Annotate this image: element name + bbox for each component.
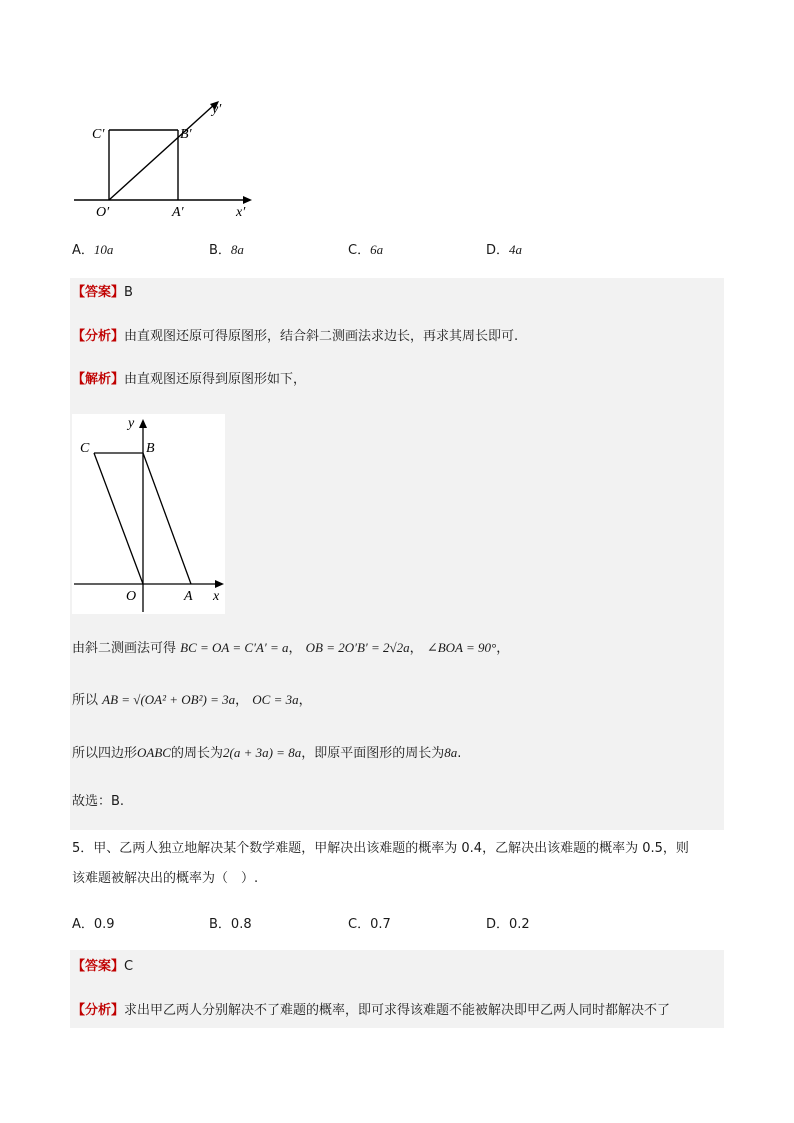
option-b-value: 8a — [230, 242, 244, 257]
q5-option-d: D．0.2 — [486, 917, 530, 932]
option-b-letter: B． — [209, 243, 231, 258]
q5-option-c: C．0.7 — [348, 917, 391, 932]
line3-tail: ，即原平面图形的周长为 — [301, 746, 445, 761]
line2-eq2: OC = 3a — [252, 692, 299, 707]
option-c-letter: C． — [348, 243, 371, 258]
option-d-value: 4a — [509, 242, 523, 257]
q5-analysis — [72, 1001, 670, 1021]
line1-eq3: ∠BOA = 90° — [426, 640, 497, 655]
solution-line-2: 所以 AB = √(OA² + OB²) = 3a， OC = 3a， — [72, 692, 312, 708]
line3-val: 8a — [444, 745, 458, 760]
q5-answer-tag: 【答案】 — [72, 959, 125, 974]
label-x: x — [213, 589, 220, 604]
q5-line-2: 该难题被解决出的概率为（ ）. — [72, 871, 259, 886]
option-b — [209, 239, 244, 258]
label-y-prime: y′ — [212, 102, 222, 117]
solution-line-3: 所以四边形OABC的周长为2(a + 3a) = 8a，即原平面图形的周长为8a. — [72, 745, 462, 761]
q5-answer-text: C — [124, 959, 134, 974]
line3-prefix: 所以四边形 — [72, 746, 138, 761]
line1-prefix: 由斜二测画法可得 — [72, 641, 177, 656]
option-a-letter: A． — [72, 243, 94, 258]
answer-text: B — [124, 285, 133, 300]
solution-choose: 故选：B. — [72, 794, 125, 809]
original-figure — [72, 414, 225, 614]
option-c-value: 6a — [370, 242, 384, 257]
q5-analysis-text: 求出甲乙两人分别解决不了难题的概率，即可求得该难题不能被解决即甲乙两人同时都解决不了 — [124, 1003, 671, 1018]
option-a-value: 10a — [93, 242, 114, 257]
label-x-prime: x′ — [236, 205, 246, 220]
q5-option-b: B．0.8 — [209, 917, 252, 932]
line3-eq: 2(a + 3a) = 8a — [222, 745, 302, 760]
label-c-prime: C′ — [92, 127, 105, 142]
label-y: y — [128, 416, 135, 431]
option-c — [348, 239, 383, 258]
q5-answer — [72, 957, 133, 977]
q5-option-a: A．0.9 — [72, 917, 115, 932]
q5-line-1: 5．甲、乙两人独立地解决某个数学难题，甲解决出该难题的概率为 0.4，乙解决出该难题的概率为 0.5，则 — [72, 841, 689, 856]
line3-mid: 的周长为 — [170, 746, 223, 761]
solution-tag: 【解析】 — [72, 372, 125, 387]
label-o-prime: O′ — [96, 205, 110, 220]
label-b-prime: B′ — [180, 127, 192, 142]
analysis-tag: 【分析】 — [72, 329, 125, 344]
solution-intro-text: 由直观图还原得到原图形如下， — [124, 372, 307, 387]
label-c: C — [80, 441, 90, 456]
q4-solution-intro — [72, 370, 306, 390]
line1-eq2: OB = 2O′B′ = 2√2a — [305, 640, 410, 655]
label-origin: O — [126, 589, 137, 604]
line1-eq1: BC = OA = C′A′ = a — [180, 640, 289, 655]
option-d-letter: D． — [486, 243, 510, 258]
line3-shape: OABC — [137, 745, 171, 760]
q5-analysis-tag: 【分析】 — [72, 1003, 125, 1018]
line2-prefix: 所以 — [72, 693, 99, 708]
q4-answer — [72, 283, 133, 303]
label-a-prime: A′ — [172, 205, 184, 220]
line2-eq1: AB = √(OA² + OB²) = 3a — [102, 692, 236, 707]
label-b: B — [146, 441, 155, 456]
option-d — [486, 239, 522, 258]
option-a — [72, 239, 113, 258]
answer-tag: 【答案】 — [72, 285, 125, 300]
label-a: A — [184, 589, 193, 604]
solution-line-1: 由斜二测画法可得 BC = OA = C′A′ = a， OB = 2O′B′ = 2√2a， ∠BOA = 90°， — [72, 640, 510, 656]
analysis-text: 由直观图还原可得原图形，结合斜二测画法求边长，再求其周长即可. — [124, 329, 519, 344]
q4-analysis — [72, 327, 518, 347]
oblique-figure — [70, 95, 260, 225]
